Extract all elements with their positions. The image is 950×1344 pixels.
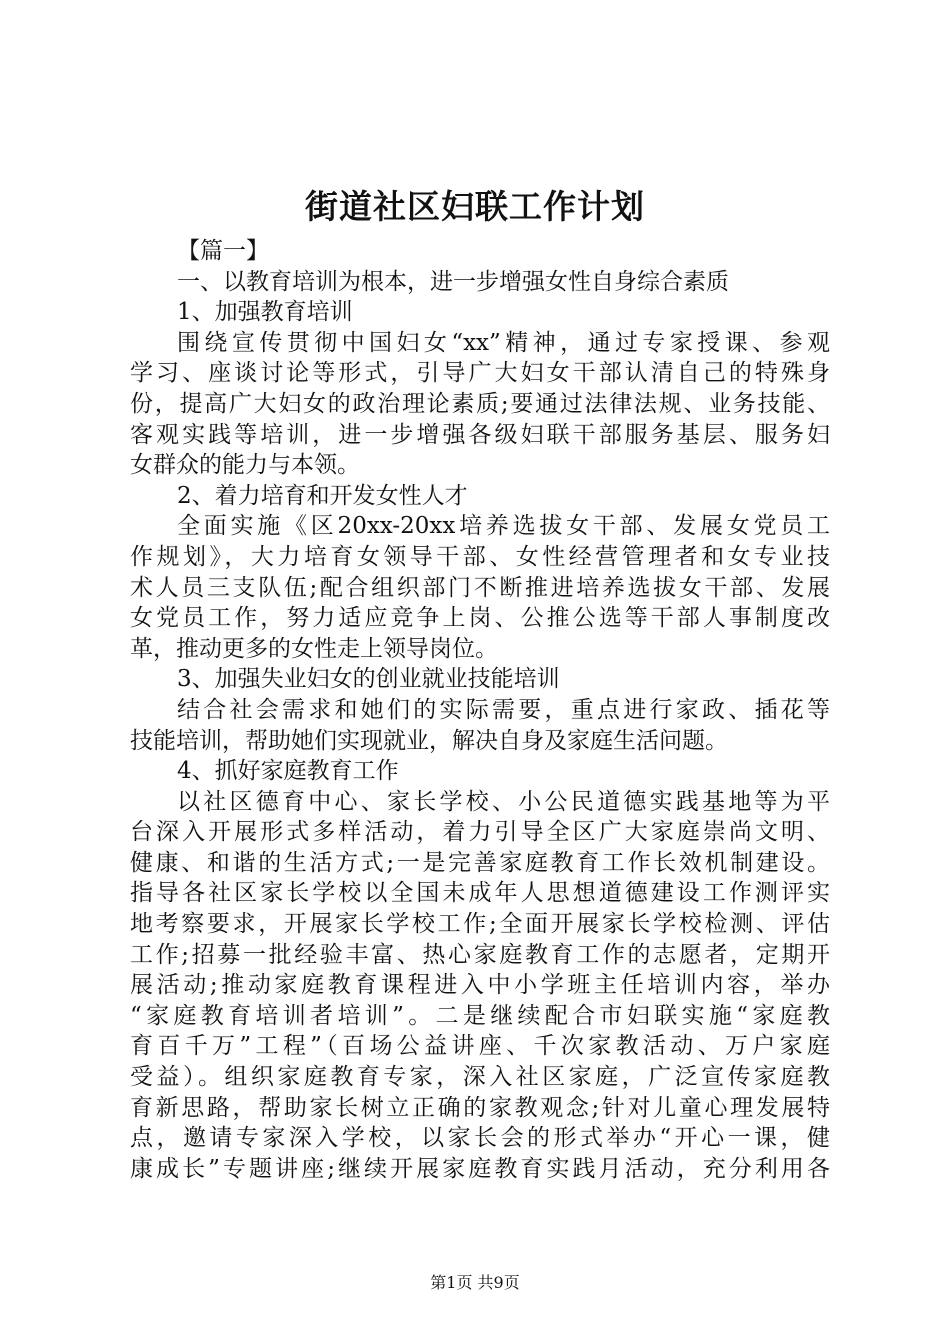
document-title: 街道社区妇联工作计划 (305, 187, 645, 226)
text-line: 3、加强失业妇女的创业就业技能培训 (177, 666, 560, 693)
document-body (130, 236, 830, 1184)
text-line: “家庭教育培训者培训”。二是继续配合市妇联实施“家庭教 (130, 1002, 830, 1029)
text-line: 革，推动更多的女性走上领导岗位。 (130, 635, 498, 662)
text-line: 地考察要求，开展家长学校工作;全面开展家长学校检测、评估 (130, 911, 830, 938)
text-line: 女群众的能力与本领。 (130, 452, 360, 479)
text-line: 4、抓好家庭教育工作 (177, 758, 399, 785)
text-line: 1、加强教育培训 (177, 299, 353, 326)
text-line: 指导各社区家长学校以全国未成年人思想道德建设工作测评实 (130, 880, 830, 907)
text-line: 康成长”专题讲座;继续开展家庭教育实践月活动，充分利用各 (130, 1155, 830, 1182)
page-footer: 第1页 共9页 (430, 1273, 520, 1292)
text-line: 育新思路，帮助家长树立正确的家教观念;针对儿童心理发展特 (130, 1094, 830, 1121)
text-line: 全面实施《区20xx-20xx培养选拔女干部、发展女党员工 (177, 513, 830, 540)
text-line: 女党员工作，努力适应竞争上岗、公推公选等干部人事制度改 (130, 605, 830, 632)
text-line: 技能培训，帮助她们实现就业，解决自身及家庭生活问题。 (130, 727, 728, 754)
text-line: 围绕宣传贯彻中国妇女“xx”精神，通过专家授课、参观 (177, 329, 830, 356)
text-line: 健康、和谐的生活方式;一是完善家庭教育工作长效机制建设。 (130, 849, 830, 876)
text-line: 术人员三支队伍;配合组织部门不断推进培养选拔女干部、发展 (130, 574, 830, 601)
text-line: 结合社会需求和她们的实际需要，重点进行家政、插花等 (177, 696, 830, 723)
text-line: 【篇一】 (177, 238, 269, 264)
text-line: 育百千万”工程”（百场公益讲座、千次家教活动、万户家庭 (130, 1033, 830, 1060)
text-line: 作规划》，大力培育女领导干部、女性经营管理者和女专业技 (130, 543, 830, 570)
text-line: 展活动;推动家庭教育课程进入中小学班主任培训内容，举办 (130, 972, 830, 999)
text-line: 工作;招募一批经验丰富、热心家庭教育工作的志愿者，定期开 (130, 941, 830, 968)
text-line: 台深入开展形式多样活动，着力引导全区广大家庭崇尚文明、 (130, 819, 830, 846)
text-line: 份，提高广大妇女的政治理论素质;要通过法律法规、业务技能、 (130, 390, 830, 417)
text-line: 点，邀请专家深入学校，以家长会的形式举办“开心一课，健 (130, 1125, 830, 1152)
text-line: 2、着力培育和开发女性人才 (177, 482, 468, 509)
text-line: 一、以教育培训为根本，进一步增强女性自身综合素质 (177, 268, 729, 295)
text-line: 以社区德育中心、家长学校、小公民道德实践基地等为平 (177, 788, 830, 815)
text-line: 受益）。组织家庭教育专家，深入社区家庭，广泛宣传家庭教 (130, 1064, 830, 1091)
text-line: 学习、座谈讨论等形式，引导广大妇女干部认清自己的特殊身 (130, 360, 830, 387)
text-line: 客观实践等培训，进一步增强各级妇联干部服务基层、服务妇 (130, 421, 830, 448)
